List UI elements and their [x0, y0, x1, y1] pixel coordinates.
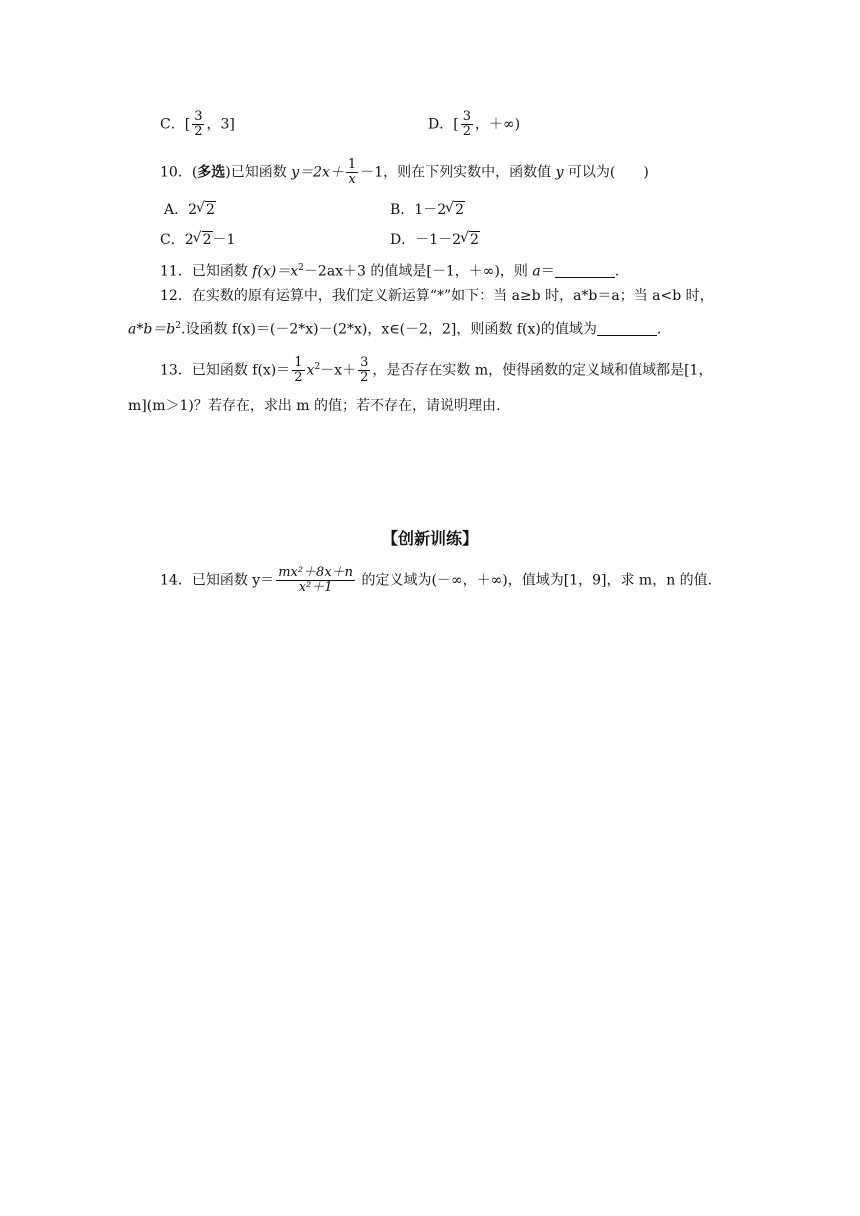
- fraction: $\frac{1}{2}$: [294, 355, 303, 385]
- sqrt: √ 2: [446, 200, 465, 220]
- sqrt: √ 2: [461, 230, 480, 250]
- q10-option-a: A．2√ 2: [164, 200, 216, 220]
- sqrt: √ 2: [197, 200, 216, 220]
- q9-option-c: C．[ $\frac{3}{2}$ ，3]: [160, 109, 235, 139]
- fraction: $\frac{\text{mx²＋8x＋n}}{\text{x²＋1}}$: [278, 565, 354, 595]
- section-title: 【创新训练】: [381, 529, 478, 548]
- question-14: 14．已知函数 y＝ $\frac{\text{mx²＋8x＋n}}{\text{x²＋1}}$ 的定义域为(－∞，＋∞)，值域为[1，9]，求 m，n 的值.: [160, 565, 713, 595]
- fraction: $\frac{3}{2}$: [194, 109, 203, 139]
- answer-blank: [555, 263, 615, 278]
- question-10-stem: 10．(多选)已知函数 y＝2x＋ $\frac{1}{x}$ －1，则在下列实数中，函数值 y 可以为( ): [160, 157, 649, 187]
- sqrt: √ 2: [194, 230, 213, 250]
- q10-option-d: D．－1－2√ 2: [390, 230, 480, 250]
- q10-option-c: C．2√ 2－1: [160, 230, 235, 250]
- q9-option-d: D．[ $\frac{3}{2}$ ，＋∞): [428, 109, 521, 139]
- answer-blank: [597, 321, 657, 336]
- fraction: $\frac{3}{2}$: [360, 355, 369, 385]
- question-11: 11．已知函数 $f(x)=x^2-2ax+3$ 的值域是[－1，＋∞)，则 a＝ .: [160, 263, 620, 280]
- fraction: $\frac{1}{x}$: [347, 157, 357, 187]
- question-13-line1: 13．已知函数 f(x)＝ $\frac{1}{2}$ $x^2-x+$ $\frac{3}{2}$ ，是否存在实数 m，使得函数的定义域和值域都是[1，: [160, 355, 713, 385]
- question-12-line2: $a*b=b^2$.设函数 f(x)＝(－2*x)－(2*x)，x∈(－2，2]，则函数 f(x)的值域为 .: [128, 321, 662, 338]
- q10-option-b: B．1－2√ 2: [390, 200, 465, 220]
- question-13-line2: m](m＞1)？若存在，求出 m 的值；若不存在，请说明理由.: [128, 398, 501, 414]
- question-12-line1: 12．在实数的原有运算中，我们定义新运算“*”如下：当 a≥b 时，a*b＝a；当 a<b 时，: [160, 288, 714, 304]
- fraction: $\frac{3}{2}$: [462, 109, 471, 139]
